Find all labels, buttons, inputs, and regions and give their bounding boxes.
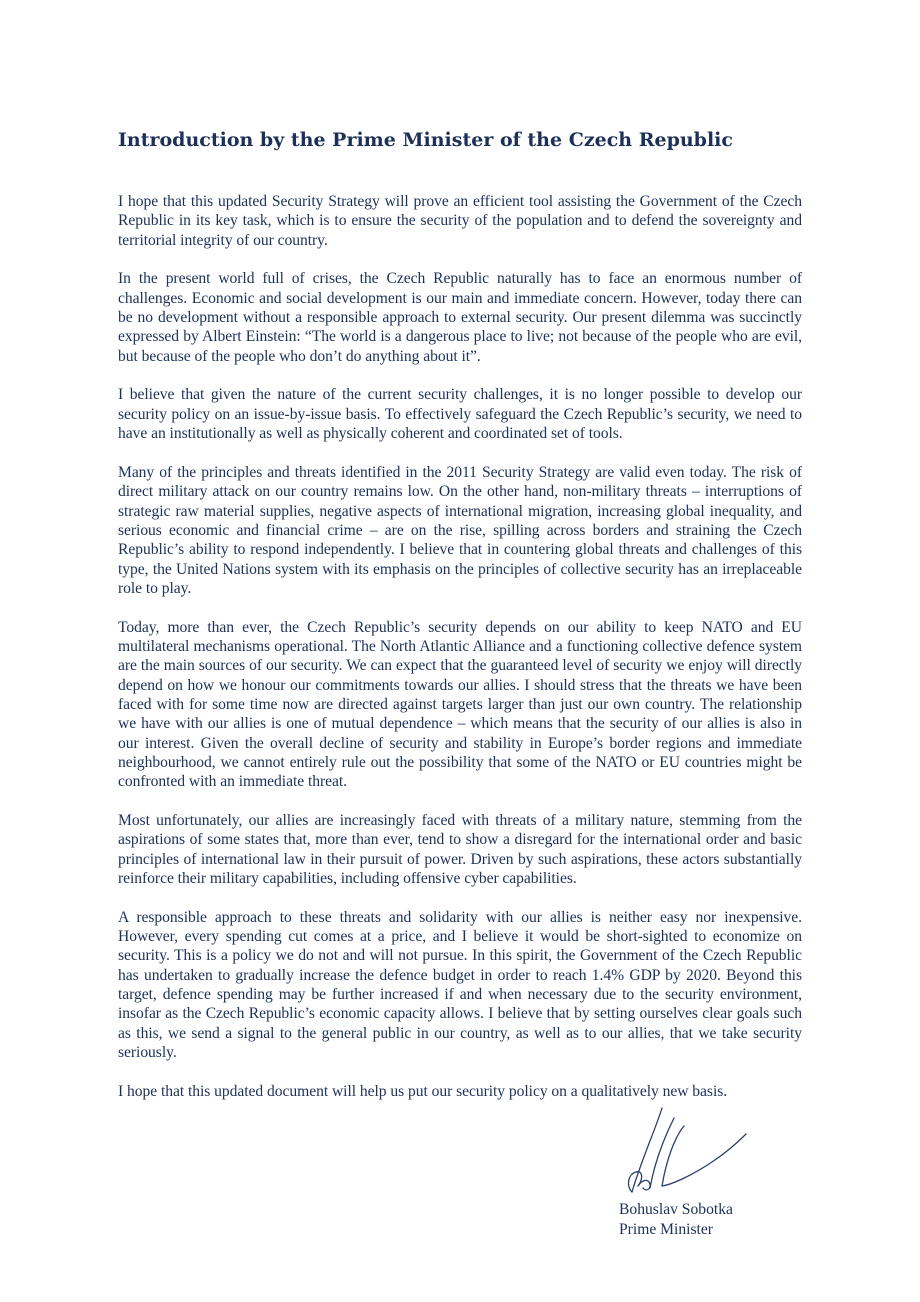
body-text — [118, 192, 802, 1121]
paragraph: In the present world full of crises, the Czech Republic naturally has to face an enormous number of challenges. Economic and social development is our main and immediate concern. However, today there can be no development without a responsible approach to external security. Our present dilemma was succinctly expressed by Albert Einstein: “The world is a dangerous place to live; not because of the people who are evil, but because of the people who don’t do anything about it”. — [118, 270, 802, 365]
paragraph: I hope that this updated document will help us put our security policy on a qualitatively new basis. — [118, 1082, 728, 1100]
signatory-role: Prime Minister — [619, 1221, 713, 1238]
handwritten-signature — [622, 1106, 752, 1196]
paragraph: Many of the principles and threats identified in the 2011 Security Strategy are valid even today. The risk of direct military attack on our country remains low. On the other hand, non-military threats – interruptions of strategic raw material supplies, negative aspects of international migration, increasing global inequality, and serious economic and financial crime – are on the rise, spilling across borders and straining the Czech Republic’s ability to respond independently. I believe that in countering global threats and challenges of this type, the United Nations system with its emphasis on the principles of collective security has an irreplaceable role to play. — [118, 463, 802, 597]
page-title: Introduction by the Prime Minister of the Czech Republic — [118, 129, 733, 151]
paragraph: Today, more than ever, the Czech Republic’s security depends on our ability to keep NATO and EU multilateral mechanisms operational. The North Atlantic Alliance and a functioning collective defence system are the main sources of our security. We can expect that the guaranteed level of security we enjoy will directly depend on how we honour our commitments towards our allies. I should stress that the threats we have been faced with for some time now are directed against targets larger than just our own country. The relationship we have with our allies is one of mutual dependence – which means that the security of our allies is also in our interest. Given the overall decline of security and stability in Europe’s border regions and immediate neighbourhood, we cannot entirely rule out the possibility that some of the NATO or EU countries might be confronted with an immediate threat. — [118, 618, 802, 791]
signatory-name: Bohuslav Sobotka — [619, 1201, 733, 1218]
paragraph: Most unfortunately, our allies are increasingly faced with threats of a military nature, stemming from the aspirations of some states that, more than ever, tend to show a disregard for the international order and basic principles of international law in their pursuit of power. Driven by such aspirations, these actors substantially reinforce their military capabilities, including offensive cyber capabilities. — [118, 812, 802, 888]
paragraph: I hope that this updated Security Strategy will prove an efficient tool assisting the Government of the Czech Republic in its key task, which is to ensure the security of the population and to defend the sovereignty and territorial integrity of our country. — [118, 193, 802, 249]
paragraph: I believe that given the nature of the current security challenges, it is no longer possible to develop our security policy on an issue-by-issue basis. To effectively safeguard the Czech Republic’s security, we need to have an institutionally as well as physically coherent and coordinated set of tools. — [118, 386, 802, 443]
paragraph: A responsible approach to these threats and solidarity with our allies is neither easy nor inexpensive. However, every spending cut comes at a price, and I believe it would be short-sighted to economize on security. This is a policy we do not and will not pursue. In this spirit, the Government of the Czech Republic has undertaken to gradually increase the defence budget in order to reach 1.4% GDP by 2020. Beyond this target, defence spending may be further increased if and when necessary due to the security environment, insofar as the Czech Republic’s economic capacity allows. I believe that by setting ourselves clear goals such as this, we send a signal to the general public in our country, as well as to our allies, that we take security seriously. — [118, 908, 802, 1062]
